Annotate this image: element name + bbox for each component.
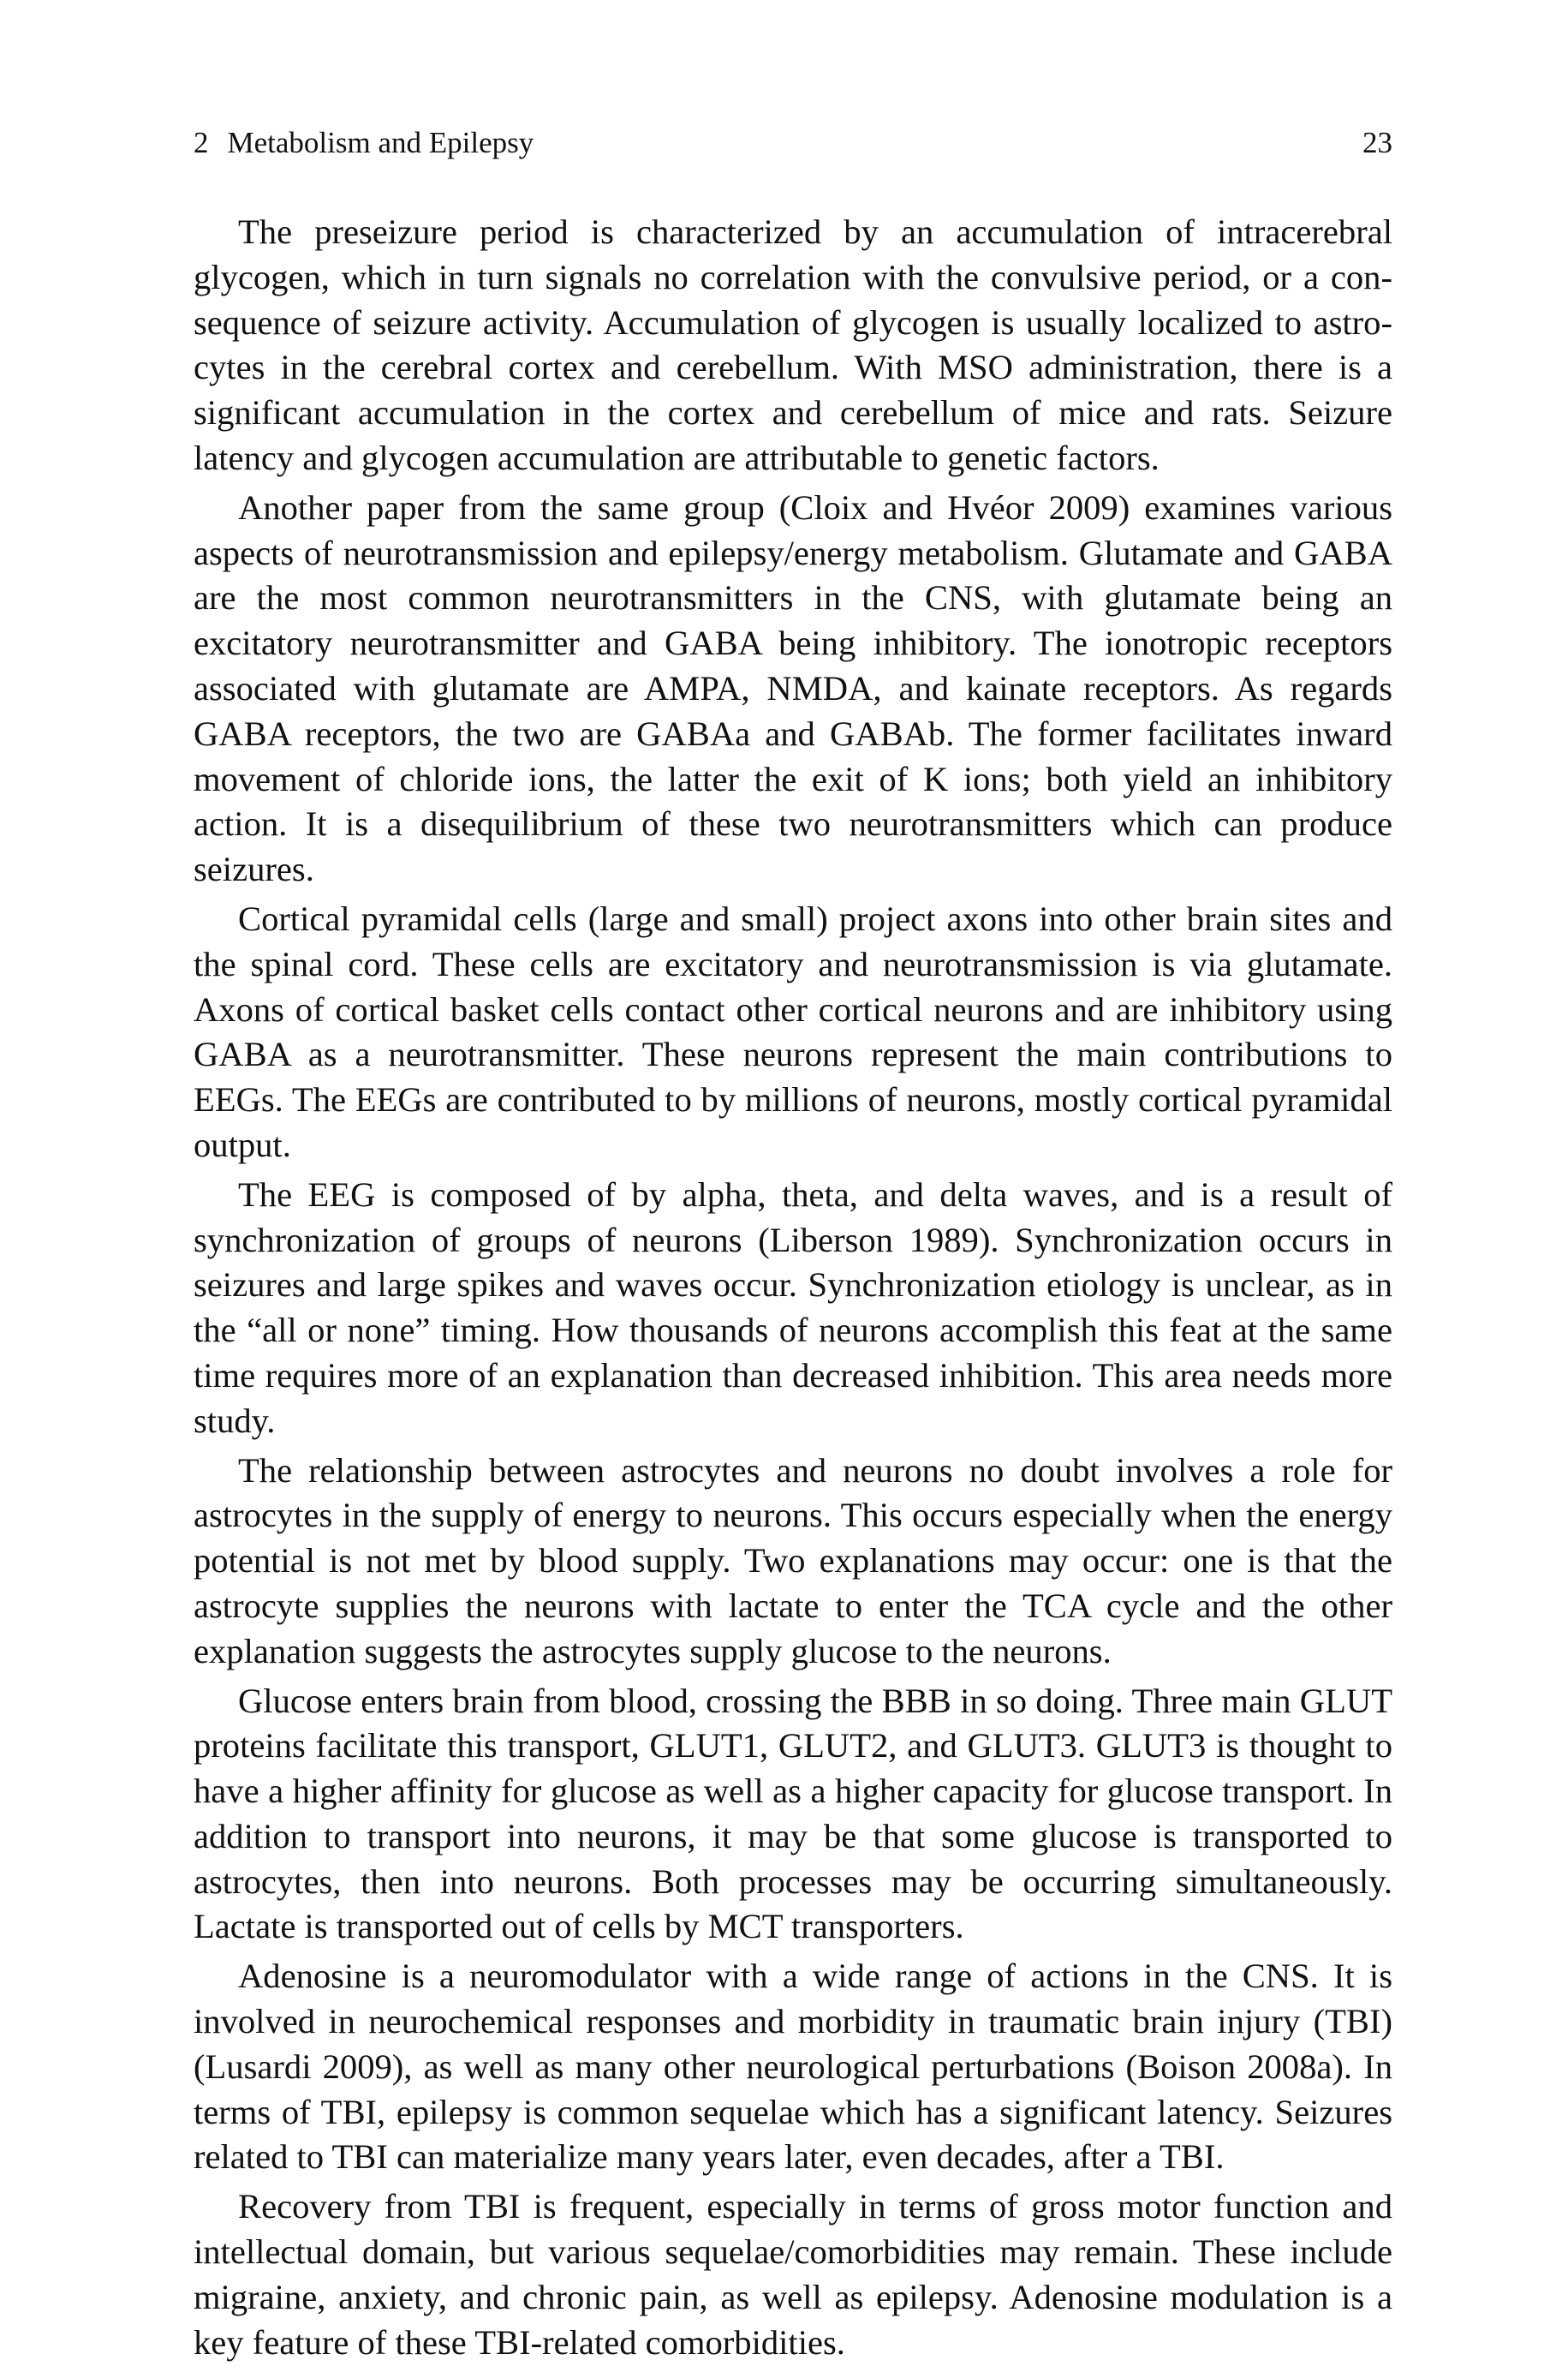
paragraph-neurotransmission: Another paper from the same group (Cloix and Hvéor 2009) examines various aspects of neurotransmission and epilepsy/energy metabolism. Glutamate and GABA are the most common neurotransmitters in the CNS, with glutamate being an excitatory neurotransmitter and GABA being inhibitory. The ionotropic receptors associated with glutamate are AMPA, NMDA, and kainate receptors. As regards GABA receptors, the two are GABAa and GABAb. The former facilitates inward movement of chloride ions, the latter the exit of K ions; both yield an inhibitory action. It is a disequilibrium of these two neurotransmitters which can produce seizures.	[194, 487, 1392, 889]
paragraph-eeg: The EEG is composed of by alpha, theta, and delta waves, and is a result of synchronization of groups of neurons (Liberson 1989). Synchronization occurs in seizures and large spikes and waves occur. Synchronization etiology is unclear, as in the “all or none” timing. How thousands of neurons accomplish this feat at the same time requires more of an explanation than decreased inhibition. This area needs more study.	[194, 1174, 1392, 1440]
chapter-number: 2	[194, 126, 209, 159]
chapter-title: Metabolism and Epilepsy	[227, 126, 534, 159]
body-text	[194, 210, 1392, 2369]
paragraph-glucose-transport: Glucose enters brain from blood, crossing the BBB in so doing. Three main GLUT proteins facilitate this transport, GLUT1, GLUT2, and GLUT3. GLUT3 is thought to have a higher affinity for glucose as well as a higher capacity for glucose transport. In addition to transport into neurons, it may be that some glucose is transported to astrocytes, then into neurons. Both processes may be occurring simultaneously. Lactate is transported out of cells by MCT transporters.	[194, 1681, 1392, 1946]
running-head	[194, 122, 1392, 164]
paragraph-adenosine: Adenosine is a neuromodulator with a wide range of actions in the CNS. It is involved in neurochemical responses and morbidity in traumatic brain injury (TBI) (Lusardi 2009), as well as many other neurological perturbations (Boison 2008a). In terms of TBI, epilepsy is common sequelae which has a significant latency. Seizures related to TBI can materialize many years later, even decades, after a TBI.	[194, 1957, 1392, 2177]
page-number: 23	[1362, 126, 1392, 159]
paragraph-astrocytes-neurons: The relationship between astrocytes and neurons no doubt involves a role for astrocytes in the supply of energy to neurons. This occurs especially when the energy potential is not met by blood supply. Two explanations may occur: one is that the astrocyte supplies the neurons with lactate to enter the TCA cycle and the other explanation suggests the astrocytes supply glucose to the neurons.	[194, 1450, 1392, 1670]
paragraph-preseizure-glycogen: The preseizure period is characterized by an accumulation of intracerebral glycogen, which in turn signals no correlation with the convulsive period, or a consequence of seizure activity. Accumulation of glycogen is usually localized to astrocytes in the cerebral cortex and cerebellum. With MSO administration, there is a significant accumulation in the cortex and cerebellum of mice and rats. Seizure latency and glycogen accumulation are attributable to genetic factors.	[194, 212, 1392, 477]
paragraph-cortical-cells: Cortical pyramidal cells (large and small) project axons into other brain sites and the spinal cord. These cells are excitatory and neurotransmission is via glutamate. Axons of cortical basket cells contact other cortical neurons and are inhibitory using GABA as a neurotransmitter. These neurons represent the main contributions to EEGs. The EEGs are contributed to by millions of neurons, mostly cortical pyramidal output.	[194, 899, 1392, 1164]
paragraph-tbi-recovery: Recovery from TBI is frequent, especially in terms of gross motor function and intellectual domain, but various sequelae/comorbidities may remain. These include migraine, anxiety, and chronic pain, as well as epilepsy. Adenosine modulation is a key feature of these TBI-related comorbidities.	[194, 2187, 1392, 2362]
